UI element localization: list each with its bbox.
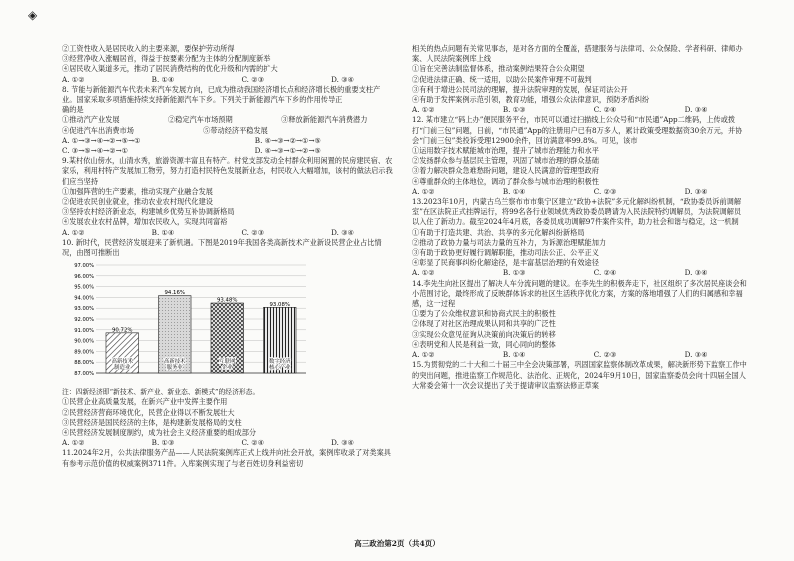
- q8-item-2: ②稳定汽车市场预期: [167, 115, 233, 125]
- y-tick-label: 97.00%: [74, 263, 94, 270]
- option-b[interactable]: B. ①③: [502, 268, 526, 278]
- y-tick-label: 94.00%: [74, 295, 94, 302]
- q14-item: ④表明党和人民是利益一致，同心同向的整体: [412, 339, 556, 349]
- corner-registration-mark: ◈: [28, 8, 38, 22]
- q12-stem: 12. 某市建立“码上办”便民服务平台，市民可以通过扫描线上公众号和“市民通”App二维码，上传或拨打“门前三包”问题，日前，“市民通”App的注册用户已有8万多人，累计政策受理数据资30余万元，并协会“门前三包”类投诉受理12900余件，回访满意率99.8%。可见，该市: [412, 115, 743, 145]
- q14-options: [412, 350, 708, 360]
- y-tick-label: 90.00%: [74, 338, 94, 345]
- q8-item-1: ①推动汽产业发展: [62, 115, 120, 125]
- page-footer: 高三政治第2页（共4页）: [354, 539, 440, 548]
- option-c[interactable]: C. ②④: [593, 105, 617, 115]
- option-c[interactable]: C. ②③: [241, 227, 265, 237]
- q12-options: [412, 187, 708, 197]
- q11-item: ④有助于发挥案例示范引领，教育功能，增强公众法律意识，预防矛盾纠纷: [412, 95, 650, 105]
- q7-item-4: ④居民收入渠道多元，推动了居民消费结构的优化升级和内需的扩大: [62, 64, 278, 74]
- q8-stem-tail: 确的是: [62, 105, 84, 115]
- q14-stem: 14.李先生向社区提出了解决人车分流问题的建议。在李先生的积极奔走下，社区组织了多次居民座谈会和小范围讨论，最终形成了反映群体诉求的社区生活秩序优化方案，方案的落地增强了人们的归属感和幸福感，这一过程: [412, 278, 747, 309]
- q8-item-5: ⑤带动经济平稳发展: [203, 125, 268, 135]
- q13-item: ①有助于打造共建、共治、共享的多元化解纠纷新格局: [412, 227, 585, 237]
- q14-item: ①要为了公众维权意识和协商式民主的积极性: [412, 309, 556, 319]
- option-b[interactable]: B. ①④: [151, 227, 175, 237]
- q15-stem: 15.为贯彻党的二十大和二十届三中全会决策部署，巩固国家监察体制改革成果，解决新形势下监察工作中的突出问题，推进监察工作规范化、法治化、正规化，2024年9月10日，国家监察委员会向十四届全国人大常委会第十一次会议提出了关于提请审议监察法修正草案: [412, 360, 747, 390]
- q10-stem: 10. 新时代，民营经济发展迎来了新机遇。下图是2019年我国各类高新技术产业新设民营企业占比情况，由图可推断出: [62, 237, 382, 258]
- y-tick-label: 96.00%: [74, 274, 94, 281]
- y-tick-label: 93.00%: [74, 306, 94, 313]
- q10-item: ③民营经济是国民经济的主体，是构建新发展格局的支柱: [62, 417, 242, 427]
- option-c[interactable]: C. ②③: [593, 350, 617, 360]
- option-d[interactable]: D. ③④: [331, 227, 355, 237]
- option-b[interactable]: B. ①③: [151, 438, 175, 448]
- option-b[interactable]: B. ④→③→②→①→⑤: [254, 135, 321, 145]
- category-label: 企业: [221, 365, 233, 372]
- q11-stem-continued: 相关的热点问题有关常见事态，是对各方面的全覆盖，搭建服务与法律司、公众保险、学者科研、律师办案、人民法院案例库上线: [412, 44, 743, 64]
- option-a[interactable]: A. ①②: [62, 438, 85, 448]
- option-c[interactable]: C. ②③: [241, 74, 265, 84]
- option-d[interactable]: D. ③④: [684, 268, 708, 278]
- chart-y-ticks: [74, 263, 94, 377]
- bar-value-label: 94.16%: [164, 290, 186, 297]
- option-d[interactable]: D. ③④: [684, 105, 708, 115]
- q14-item: ③实现公众意见征询从决策前向决策后的转移: [412, 329, 556, 339]
- category-label: 制造业: [114, 365, 131, 372]
- option-b[interactable]: B. ①④: [502, 186, 526, 196]
- q11-item: ③有利于增进公民司法的理解，提升法院审理的发展，保证司法公开: [412, 84, 628, 94]
- q9-item: ④发展农业农村品牌，增加农民收入，实现共同富裕: [62, 217, 228, 227]
- right-column: [412, 44, 748, 391]
- option-d[interactable]: D. ③④: [331, 438, 355, 448]
- y-tick-label: 91.00%: [74, 328, 94, 335]
- y-tick-label: 92.00%: [74, 317, 94, 324]
- chart-bars: [106, 296, 296, 373]
- category-label: 高新技术: [163, 359, 186, 366]
- option-c[interactable]: C. ②④: [593, 268, 617, 278]
- q12-item: ②发扬群众参与基层民主管理，巩固了城市治理的群众基础: [412, 156, 599, 166]
- q13-options: [412, 268, 708, 278]
- category-label: 核心产业: [268, 365, 291, 372]
- y-tick-label: 88.00%: [74, 360, 94, 367]
- option-a[interactable]: A. ①②: [412, 105, 435, 115]
- q7-item-3: ③经营净收入涨幅居首，得益于按要素分配为主体的分配制度新举: [62, 54, 271, 64]
- q8-stem: 8. 节能与新能源汽车代表未来汽车发展方向，已成为推动我国经济增长点和经济增长极的重要支柱产业。国家采取多项措施持续支持新能源汽车下乡。下列关于新能源汽车下乡的作用传导正: [62, 84, 381, 105]
- q14-item: ②体现了对社区治理成果认同和共享的广泛性: [412, 319, 556, 329]
- q7-item-2: ②工资性收入是居民收入的主要来源，要保护劳动所得: [62, 44, 235, 53]
- option-c[interactable]: C. ②④: [241, 438, 265, 448]
- option-b[interactable]: B. ①④: [502, 350, 526, 360]
- chart-footnote: 注：四新经济即“新技术、新产业、新业态、新模式”的经济形态。: [62, 388, 260, 397]
- category-label: 高新技术: [111, 359, 134, 366]
- q8-items-row-1: [62, 115, 367, 125]
- y-tick-label: 87.00%: [74, 371, 94, 378]
- q12-item: ④尊重群众的主体地位，调动了群众参与城市治理的积极性: [412, 176, 599, 186]
- q13-stem: 13.2023年10月，内蒙古乌兰察布市市集宁区建立“政协+法院”多元化解纠纷机制，“政协委员诉前调解室”在区法院正式挂牌运行，将99名各行业领域优秀政协委员聘请为入民法院特约调解员，为法院调解员以入住了新动力。截至2024年4月底，各委员成功调解97件案件实件，助力社会和谐与稳定，这一机制: [412, 197, 742, 227]
- q10-options: [62, 438, 354, 448]
- option-b[interactable]: B. ①④: [151, 74, 175, 84]
- q9-stem: 9.某村依山傍水，山清水秀，旅游资源丰富且有特产。村党支部发动全村群众利用闲置的民房建民宿、农家乐，利用村特产发展加工物劳，努力打造村民特色发展新业态，村民收入大幅增加，该村的做法启示我们应当坚持: [62, 156, 393, 186]
- bar-value-label: 93.48%: [216, 297, 238, 304]
- q8-item-3: ③释放新能源汽车消费潜力: [281, 115, 368, 125]
- q7-options: [62, 75, 354, 85]
- bar-value-label: 90.72%: [111, 327, 133, 334]
- q13-item: ②推动了政协力量与司法力量的互补力，为诉源治理赋能加力: [412, 237, 607, 247]
- option-a[interactable]: A. ①②: [412, 186, 435, 196]
- option-b[interactable]: B. ①③: [502, 105, 526, 115]
- q9-item: ③坚持农村经济新业态，构建城乡优势互补协调新格局: [62, 207, 235, 217]
- option-d[interactable]: D. ③④: [684, 186, 708, 196]
- q11-item: ①旨在完善法制监督体系，推动案例结果符合公众期望: [412, 64, 585, 74]
- q8-options-row-2: [62, 146, 321, 156]
- option-a[interactable]: A. ①②: [62, 74, 85, 84]
- option-d[interactable]: D. ③④: [331, 74, 355, 84]
- option-d[interactable]: D. ④→③→①→②→⑤: [254, 146, 321, 156]
- option-d[interactable]: D. ③④: [684, 350, 708, 360]
- q9-item: ①加强阵营的生产要素，推动实现产业融合发展: [62, 186, 213, 196]
- option-a[interactable]: A. ①②: [62, 227, 85, 237]
- q9-item: ②促进农民创业就业，推动农业农村现代化建设: [62, 197, 213, 207]
- q11-item: ②促进法律正确、统一适用，以助公民案件审理不可裁判: [412, 74, 592, 84]
- category-label: 数字经济: [268, 359, 291, 366]
- q13-item: ③有助于政协更好履行调解职能，推动司法公正、公平正义: [412, 248, 599, 258]
- q10-bar-chart: [62, 261, 394, 385]
- q10-item: ④民营经济发展制度制约，成为社会主义经济重要的组成部分: [62, 428, 257, 438]
- option-a[interactable]: A. ①②: [412, 350, 435, 360]
- left-column: [62, 44, 394, 469]
- category-label: 互联网: [219, 359, 236, 366]
- y-tick-label: 95.00%: [74, 284, 94, 291]
- q8-options-row-1: [62, 136, 321, 146]
- q10-item: ②民营经济营商环境优化，民营企业得以不断发展壮大: [62, 407, 235, 417]
- q11-stem: 11.2024年2月，公共法律服务产品——人民法院案例库正式上线并向社会开放，案例库收录了对类案具有参考示范价值的权威案例3711件。入库案例实现了与老百姓切身利益密切: [62, 448, 391, 468]
- q12-item: ③着力解决群众急难愁盼问题，建设人民满意的管理型政府: [412, 166, 599, 176]
- option-c[interactable]: C. ③→⑤→④→②→①: [62, 146, 129, 156]
- option-a[interactable]: A. ①→③→④→②→⑤→①: [62, 135, 141, 145]
- y-tick-label: 89.00%: [74, 349, 94, 356]
- option-c[interactable]: C. ②③: [593, 186, 617, 196]
- bar-value-label: 93.08%: [269, 302, 291, 309]
- q11-options: [412, 105, 708, 115]
- category-label: 服务业: [166, 365, 183, 372]
- option-a[interactable]: A. ①②: [412, 268, 435, 278]
- q8-items-row-2: [62, 126, 268, 136]
- q8-item-4: ④促进汽车出消费市场: [62, 125, 134, 135]
- bar-chart-svg: [62, 261, 312, 385]
- q13-item: ④彰显了民商事纠纷化解途径，是丰富基层治理的有效途径: [412, 258, 599, 268]
- q9-options: [62, 228, 354, 238]
- q10-item: ①民营企业高质量发展，在新兴产业中发挥主要作用: [62, 397, 228, 407]
- q12-item: ①运用数字技术赋能城市治理，提升了城市治理能力和水平: [412, 146, 599, 156]
